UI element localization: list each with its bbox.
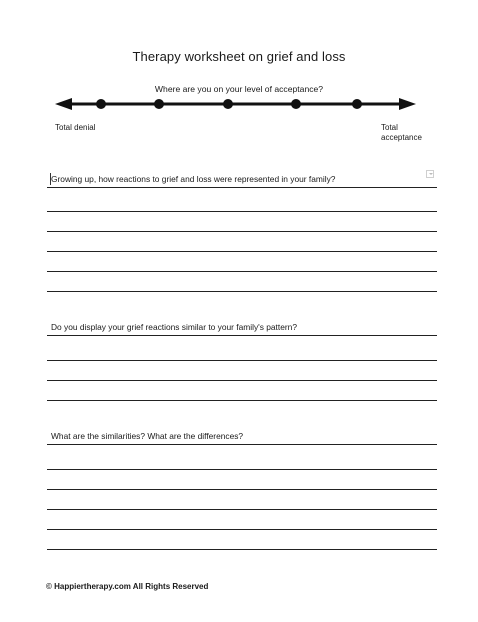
scale-marker-3[interactable]	[223, 99, 233, 109]
section-1-answer-line[interactable]	[47, 211, 437, 212]
section-1-answer-line[interactable]	[47, 231, 437, 232]
section-2-answer-line[interactable]	[47, 400, 437, 401]
section-3-question: What are the similarities? What are the differences?	[51, 431, 244, 441]
section-1-answer-line[interactable]	[47, 271, 437, 272]
page-title: Therapy worksheet on grief and loss	[132, 49, 346, 64]
section-3-answer-line[interactable]	[47, 469, 437, 470]
scale-marker-4[interactable]	[291, 99, 301, 109]
copyright-footer: © Happiertherapy.com All Rights Reserved	[46, 582, 209, 591]
section-1-answer-line[interactable]	[47, 187, 437, 188]
dropdown-icon[interactable]	[426, 170, 434, 178]
scale-left-label: Total denial	[55, 123, 96, 132]
section-2-question: Do you display your grief reactions similar to your family's pattern?	[51, 322, 297, 332]
section-3-answer-line[interactable]	[47, 529, 437, 530]
scale-right-arrowhead	[399, 98, 416, 110]
section-2-answer-line[interactable]	[47, 335, 437, 336]
section-3-answer-line[interactable]	[47, 489, 437, 490]
scale-right-label-line1: Total	[381, 123, 398, 132]
scale-right-label	[381, 123, 441, 143]
section-2-answer-line[interactable]	[47, 380, 437, 381]
scale-marker-2[interactable]	[154, 99, 164, 109]
section-3-answer-line[interactable]	[47, 509, 437, 510]
section-3-answer-line[interactable]	[47, 444, 437, 445]
scale-right-label-line2: acceptance	[381, 133, 422, 142]
acceptance-scale	[0, 90, 478, 120]
scale-left-arrowhead	[55, 98, 72, 110]
section-1-question: Growing up, how reactions to grief and loss were represented in your family?	[51, 174, 336, 184]
acceptance-scale-question: Where are you on your level of acceptance?	[154, 84, 324, 94]
section-2-answer-line[interactable]	[47, 360, 437, 361]
section-1-answer-line[interactable]	[47, 291, 437, 292]
section-1-answer-line[interactable]	[47, 251, 437, 252]
scale-marker-5[interactable]	[352, 99, 362, 109]
section-3-answer-line[interactable]	[47, 549, 437, 550]
scale-marker-1[interactable]	[96, 99, 106, 109]
